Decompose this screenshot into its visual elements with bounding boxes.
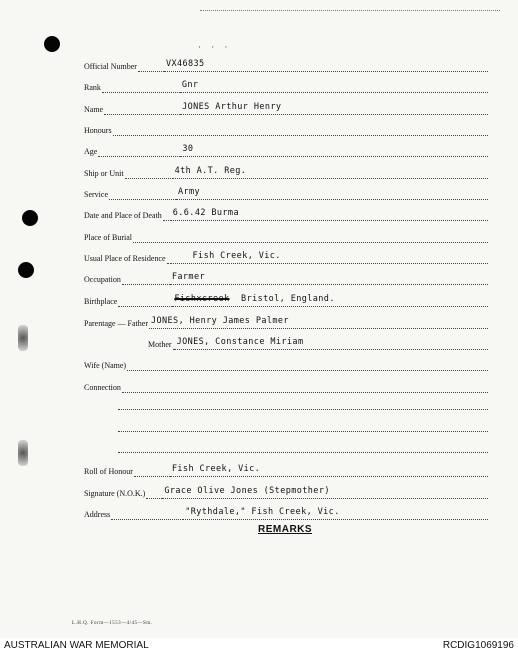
field-label: Roll of Honour [84,467,133,476]
ship-or-unit-value: 4th A.T. Reg. [173,166,488,179]
field-honours [84,122,488,136]
connection-line-4 [118,451,488,453]
honours-value [113,123,488,136]
mother-value: JONES, Constance Miriam [175,337,488,350]
archive-name: AUSTRALIAN WAR MEMORIAL [4,640,149,651]
field-label: Date and Place of Death [84,211,162,220]
connection-line-3 [118,430,488,432]
field-date-place-death [84,207,488,221]
service-value: Army [176,187,488,200]
binding-mark-upper [18,325,28,351]
field-label: Age [84,147,98,156]
field-wife [84,357,488,371]
connection-value [122,380,488,393]
field-label: Mother [148,340,172,349]
field-parentage-mother [148,336,488,350]
name-value: JONES Arthur Henry [180,102,488,115]
field-label: Rank [84,83,101,92]
wife-value [127,358,488,371]
roll-of-honour-value: Fish Creek, Vic. [170,464,488,477]
birthplace-value [172,294,488,307]
punch-hole-mid-upper [22,210,38,226]
field-service [84,186,488,200]
field-label: Honours [84,126,112,135]
top-edge-dots [200,10,500,19]
field-rank [84,79,488,93]
field-signature [84,485,488,499]
date-place-death-value: 6.6.42 Burma [171,208,488,221]
field-address [84,506,488,520]
archive-id: RCDIG1069196 [442,640,514,651]
top-ink-marks: · · · [198,42,232,52]
field-place-of-burial [84,229,488,243]
archive-footer [0,638,518,654]
field-official-number [84,58,488,72]
binding-mark-lower [18,440,28,466]
occupation-value: Farmer [170,272,488,285]
birthplace-struck-text: Fishxcreek [174,294,230,304]
punch-hole-mid-lower [18,262,34,278]
usual-residence-value: Fish Creek, Vic. [171,251,488,264]
field-label: Connection [84,383,121,392]
field-label: Address [84,510,111,519]
field-label: Parentage — Father [84,319,148,328]
place-of-burial-value [133,230,488,243]
field-label: Official Number [84,62,137,71]
punch-hole-top [44,36,60,52]
field-birthplace [84,293,488,307]
field-name [84,101,488,115]
field-ship-or-unit [84,165,488,179]
field-label: Ship or Unit [84,169,124,178]
field-age [84,143,488,157]
field-label: Name [84,105,104,114]
official-number-value: VX46835 [164,59,488,72]
field-label: Birthplace [84,297,118,306]
field-label: Occupation [84,275,121,284]
signature-value: Grace Olive Jones (Stepmother) [162,486,488,499]
field-parentage-father [84,315,488,329]
field-label: Place of Burial [84,233,132,242]
field-label: Service [84,190,108,199]
connection-line-2 [118,408,488,410]
field-label: Signature (N.O.K.) [84,489,146,498]
rank-value: Gnr [180,80,488,93]
field-label: Usual Place of Residence [84,254,166,263]
field-occupation [84,271,488,285]
age-value: 30 [180,144,488,157]
field-label: Wife (Name) [84,361,127,370]
address-value: "Rythdale," Fish Creek, Vic. [183,507,488,520]
form-code: L.H.Q. Form—1553—4/45—Sm. [72,621,153,626]
remarks-heading: REMARKS [258,524,313,535]
field-usual-residence [84,250,488,264]
birthplace-text: Bristol, England. [241,294,335,304]
field-roll-of-honour [84,463,488,477]
field-connection [84,379,488,393]
father-value: JONES, Henry James Palmer [149,316,488,329]
